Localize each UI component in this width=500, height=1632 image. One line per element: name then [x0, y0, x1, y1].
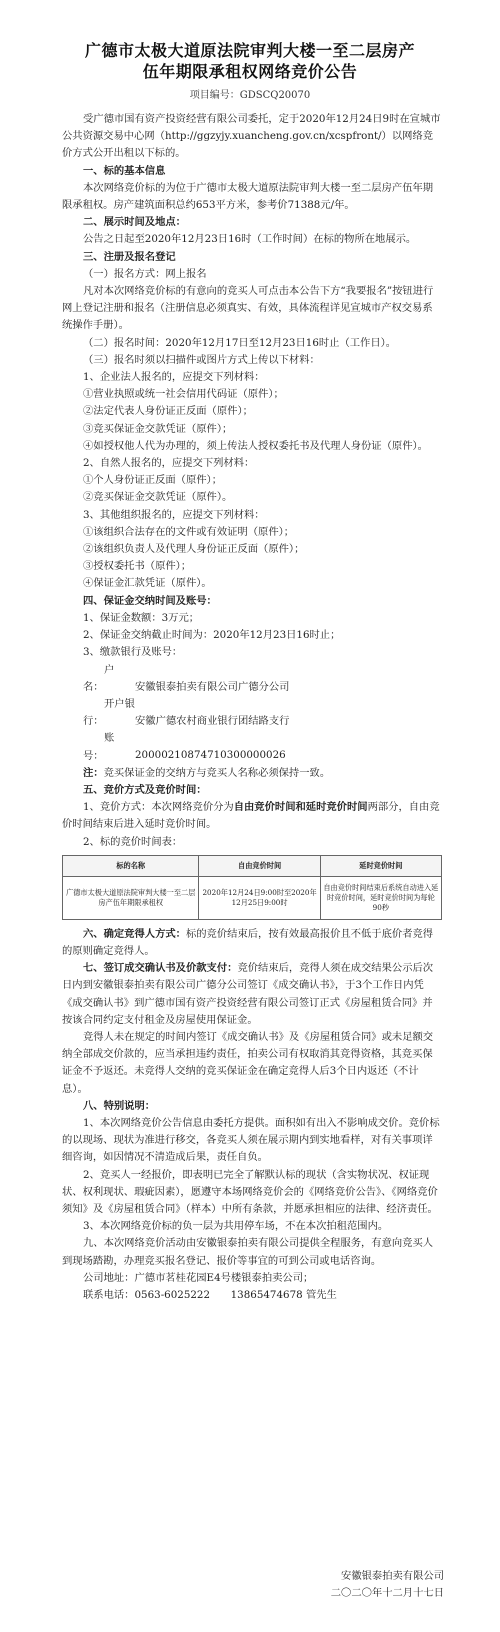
- section-8-heading: 八、特别说明：: [83, 1099, 156, 1112]
- account-bank-value: 安徽广德农村商业银行团结路支行: [135, 715, 290, 728]
- section-3-para: ②法定代表人身份证正反面（原件）；: [83, 405, 253, 418]
- section-4-para: 3、缴款银行及账号：: [83, 646, 183, 659]
- section-3-para: ①营业执照或统一社会信用代码证（原件）；: [83, 388, 284, 401]
- project-number: 项目编号：GDSCQ20070: [189, 90, 311, 101]
- section-8-para: 3、本次网络竞价标的负一层为共用停车场，不在本次拍租范围内。: [83, 1220, 389, 1233]
- section-3-para: （三）报名时须以扫描件或图片方式上传以下材料：: [83, 353, 320, 366]
- section-1-body: 本次网络竞价标的为位于广德市太极大道原法院审判大楼一至二层房产伍年期限承租权。房产建筑面积总约653平方米，参考价71388元/年。: [62, 181, 434, 212]
- section-3-para: 3、其他组织报名的，应提交下列材料：: [83, 508, 265, 521]
- section-3-para: ②竞买保证金交款凭证（原件）。: [83, 491, 233, 504]
- bidding-method-tail: 两部分，自由竞价时间结束后进入延时竞价时间。: [62, 801, 440, 831]
- section-2-heading: 二、展示时间及地点：: [83, 216, 186, 229]
- table-header-row: [63, 855, 442, 876]
- title-line-2: 伍年期限承租权网络竞价公告: [142, 62, 358, 81]
- section-3-para: （二）报名时间：2020年12月17日至12月23日16时止（工作日）。: [83, 336, 397, 349]
- bidding-method-emphasis: 自由竞价时间和延时竞价时间: [233, 801, 368, 814]
- signature-company: 安徽银泰拍卖有限公司: [341, 1570, 444, 1582]
- table-cell: 自由竞价时间结束后系统自动进入延时竞价时间，延时竞价时间为每轮90秒: [320, 876, 441, 919]
- section-3-para: （一）报名方式：网上报名: [83, 267, 207, 280]
- signature-date: 二〇二〇年十二月十七日: [330, 1587, 444, 1599]
- account-number-value: 20000210874710300000026: [135, 749, 286, 762]
- account-bank-row: [62, 696, 442, 730]
- section-5-heading: 五、竞价方式及竞价时间：: [83, 783, 207, 796]
- account-bank-label: 开户银行：: [83, 697, 135, 728]
- section-1-heading: 一、标的基本信息: [83, 164, 166, 177]
- section-8-para: 2、竞买人一经报价，即表明已完全了解默认标的现状（含实物状况、权证现状、权利现状、瑕疵因素），愿遵守本场网络竞价会的《网络竞价公告》、《网络竞价须知》及《房屋租赁合同》（样本）中所有条款，并愿承担相应的法律、经济责任。: [62, 1168, 438, 1215]
- account-number-row: [62, 730, 442, 764]
- note-label: 注：: [83, 766, 104, 779]
- section-9-body: 九、本次网络竞价活动由安徽银泰拍卖有限公司提供全程服务，有意向竞买人到现场踏勘，办理竞买报名登记、报价等事宜的可到公司或电话咨询。: [62, 1237, 434, 1267]
- section-7: [62, 960, 442, 1029]
- section-3-para: 1、企业法人报名的，应提交下列材料：: [83, 371, 265, 384]
- table-cell: 2020年12月24日9:00时至2020年12月25日9:00时: [199, 876, 320, 919]
- section-3-para: ①该组织合法存在的文件或有效证明（原件）；: [83, 525, 295, 538]
- section-3-para: ③竞买保证金交款凭证（原件）；: [83, 422, 233, 435]
- account-number-label: 账 号：: [83, 732, 135, 762]
- intro-paragraph: 受广德市国有资产投资经营有限公司委托，定于2020年12月24日9时在宣城市公共资源交易中心网（http://ggzyjy.xuancheng.gov.cn/xcspfront/）以网络竞价方式公开出租以下标的。: [62, 113, 441, 160]
- note-text: 竞买保证金的交纳方与竞买人名称必须保持一致。: [103, 766, 331, 779]
- signature-block: [331, 1568, 444, 1602]
- section-4-para: 1、保证金数额：3万元；: [83, 611, 200, 624]
- table-cell: 广德市太极大道原法院审判大楼一至二层房产伍年期限承租权: [63, 876, 199, 919]
- announcement-body: [62, 111, 442, 1304]
- account-name-row: [62, 662, 442, 696]
- table-header-cell: 延时竞价时间: [320, 855, 441, 876]
- contact-phone: 联系电话：0563-6025222 13865474678 管先生: [83, 1289, 337, 1301]
- account-name-value: 安徽银泰拍卖有限公司广德分公司: [135, 680, 290, 693]
- bidding-method-lead: 1、竞价方式：本次网络竞价分为: [83, 801, 234, 814]
- company-address: 公司地址：广德市茗桂花园E4号楼银泰拍卖公司；: [83, 1271, 314, 1284]
- section-3-para: ④如授权他人代为办理的，须上传法人授权委托书及代理人身份证（原件）。: [83, 439, 428, 452]
- table-header-cell: 标的名称: [63, 855, 199, 876]
- account-name-label: 户 名：: [83, 663, 135, 693]
- table-row: [63, 876, 442, 919]
- section-3-para: ①个人身份证正反面（原件）；: [83, 474, 223, 487]
- page-title: [28, 40, 472, 82]
- section-6: [62, 926, 442, 960]
- section-7-body: 竞价结束后，竞得人须在成交结果公示后次日内到安徽银泰拍卖有限公司广德分公司签订《成交确认书》，于3个工作日内凭《成交确认书》到广德市国有资产投资经营有限公司签订正式《房屋租赁合同》并按该合同约定支付租金及房屋使用保证金。: [62, 962, 434, 1026]
- section-7-para: 竞得人未在规定的时间内签订《成交确认书》及《房屋租赁合同》或未足额交纳全部成交价款的，应当承担违约责任，拍卖公司有权取消其竞得资格，其竞买保证金不予返还。未竞得人交纳的竞买保证金在确定竞得人后3个日内返还（不计息）。: [62, 1030, 434, 1095]
- schedule-caption: 2、标的竞价时间表：: [83, 835, 183, 848]
- section-3-para: 凡对本次网络竞价标的有意向的竞买人可点击本公告下方“我要报名”按钮进行网上登记注册和报名（注册信息必须真实、有效，具体流程详见宣城市产权交易系统操作手册）。: [62, 285, 434, 332]
- section-3-para: ②该组织负责人及代理人身份证正反面（原件）；: [83, 543, 305, 556]
- section-2-body: 公告之日起至2020年12月23日16时（工作时间）在标的物所在地展示。: [83, 233, 417, 246]
- section-3-heading: 三、注册及报名登记: [83, 250, 176, 263]
- bidding-schedule-table: [62, 855, 442, 920]
- section-3-para: ③授权委托书（原件）；: [83, 560, 192, 573]
- section-6-heading: 六、确定竞得人方式：: [83, 927, 186, 940]
- table-header-cell: 自由竞价时间: [199, 855, 320, 876]
- section-8-para: 1、本次网络竞价公告信息由委托方提供。面积如有出入不影响成交价。竞价标的以现场、现状为准进行移交，各竞买人须在展示期内到实地看样，对有关事项详细咨询，如因情况不清造成后果，责任自负。: [62, 1116, 440, 1164]
- section-4-para: 2、保证金交纳截止时间为：2020年12月23日16时止；: [83, 629, 341, 642]
- section-4-heading: 四、保证金交纳时间及账号：: [83, 594, 217, 607]
- title-line-1: 广德市太极大道原法院审判大楼一至二层房产: [84, 41, 415, 60]
- bidding-method: [62, 799, 442, 833]
- section-7-heading: 七、签订成交确认书及价款支付：: [83, 962, 238, 975]
- deposit-note: [62, 765, 442, 782]
- section-6-body: 标的竞价结束后，按有效最高报价且不低于底价者竞得的原则确定竞得人。: [62, 927, 434, 957]
- section-3-para: 2、自然人报名的，应提交下列材料：: [83, 457, 255, 470]
- section-3-para: ④保证金汇款凭证（原件）。: [83, 577, 212, 590]
